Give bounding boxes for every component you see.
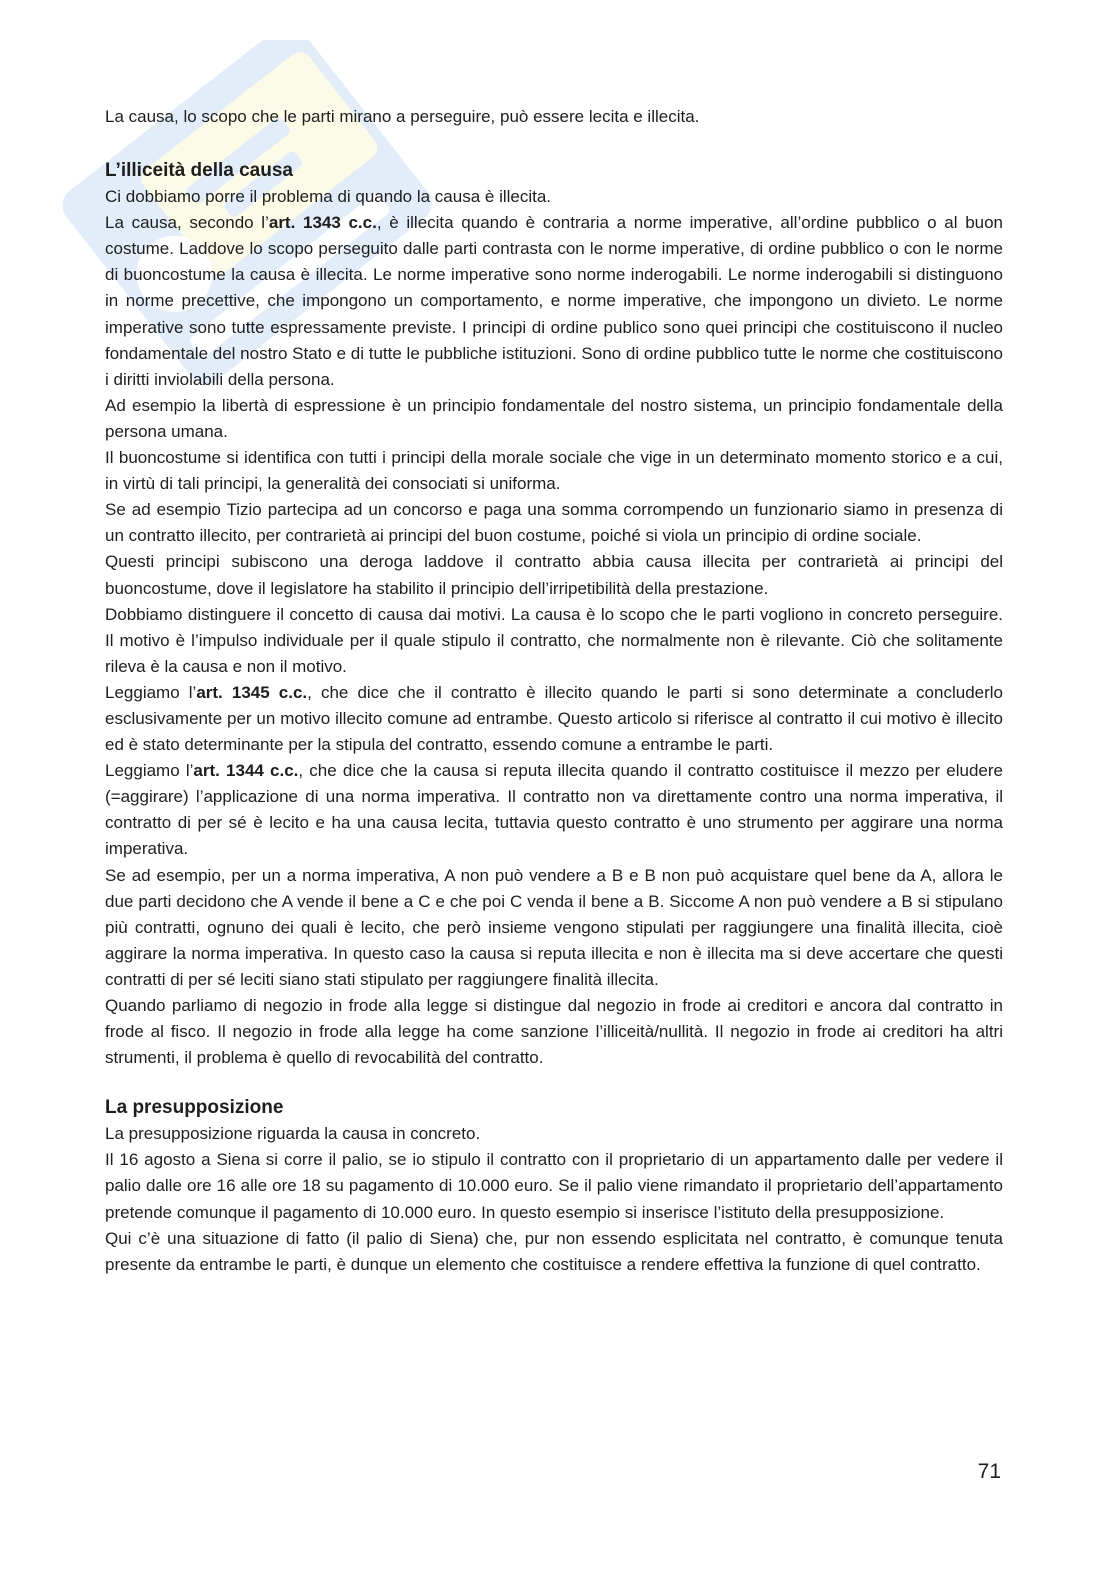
paragraph: Il buoncostume si identifica con tutti i principi della morale sociale che vige in un determinato momento storico e a cui, in virtù di tali principi, la generalità dei consociati si uniforma. [105,448,1003,494]
section-heading-illiceita: L’illiceità della causa [105,160,293,182]
paragraph: Il 16 agosto a Siena si corre il palio, se io stipulo il contratto con il proprietario di un appartamento dalle per vedere il palio dalle ore 16 alle ore 18 su pagamento di 10.000 euro. Se il palio viene rimandato il proprietario dell’appartamento pretende comunque il pagamento di 10.000 euro. In questo esempio si inserisce l’istituto della presupposizione. [105,1150,1003,1222]
article-reference: art. 1345 c.c. [196,682,308,702]
page-number: 71 [977,1460,1001,1483]
paragraph: Quando parliamo di negozio in frode alla legge si distingue dal negozio in frode ai creditori e ancora dal contratto in frode al fisco. Il negozio in frode alla legge ha come sanzione l’illiceità/nullità. Il negozio in frode ai creditori ha altri strumenti, il problema è quello di revocabilità del contratto. [105,996,1003,1068]
section-heading-presupposizione: La presupposizione [105,1097,284,1119]
text-run: , è illecita quando è contraria a norme imperative, all’ordine pubblico o al buon costume. Laddove lo scopo perseguito dalle parti contrasta con le norme imperative, di ordine pubblico o con le norme di buoncostume la causa è illecita. Le norme imperative sono norme inderogabili. Le norme inderogabili si distinguono in norme precettive, che impongono un comportamento, e norme imperative, che impongono un divieto. Le norme imperative sono tutte espressamente previste. I principi di ordine publico sono quei principi che costituiscono il nucleo fondamentale del nostro Stato e di tutte le pubbliche istituzioni. Sono di ordine pubblico tutte le norme che costituiscono i diritti inviolabili della persona. [105,213,1004,389]
paragraph: Ci dobbiamo porre il problema di quando la causa è illecita. [105,187,552,207]
article-reference: art. 1344 c.c. [193,761,299,781]
paragraph: Se ad esempio Tizio partecipa ad un concorso e paga una somma corrompendo un funzionario siamo in presenza di un contratto illecito, per contrarietà ai principi del buon costume, poiché si viola un principio di ordine sociale. [105,500,1003,546]
document-body [105,104,1003,1278]
paragraph-art-1345 [105,680,1003,758]
paragraph: La presupposizione riguarda la causa in concreto. [105,1124,481,1144]
paragraph-art-1343 [105,210,1003,393]
intro-paragraph: La causa, lo scopo che le parti mirano a perseguire, può essere lecita e illecita. [105,107,700,126]
article-reference: art. 1343 c.c. [268,213,377,233]
text-run: , che dice che il contratto è illecito quando le parti si sono determinate a concluderlo esclusivamente per un motivo illecito comune ad entrambe. Questo articolo si riferisce al contratto il cui motivo è illecito ed è stato determinante per la stipula del contratto, essendo comune a entrambe le parti. [105,682,1003,755]
paragraph-art-1344 [105,758,1003,862]
paragraph: Ad esempio la libertà di espressione è un principio fondamentale del nostro sistema, un principio fondamentale della persona umana. [105,395,1003,441]
paragraph: Dobbiamo distinguere il concetto di causa dai motivi. La causa è lo scopo che le parti vogliono in concreto perseguire. Il motivo è l’impulso individuale per il quale stipulo il contratto, che normalmente non è rilevante. Ciò che solitamente rileva è la causa e non il motivo. [105,604,1003,676]
text-run: Leggiamo l’ [105,682,197,702]
text-run: Leggiamo l’ [105,761,194,781]
text-run: La causa, secondo l’ [105,213,269,233]
paragraph: Se ad esempio, per un a norma imperativa, A non può vendere a B e B non può acquistare quel bene da A, allora le due parti decidono che A vende il bene a C e che poi C venda il bene a B. Siccome A non può vendere a B si stipulano più contratti, ognuno dei quali è lecito, che però insieme vengono stipulati per raggiungere una finalità illecita, cioè aggirare la norma imperativa. In questo caso la causa si reputa illecita e non è illecita ma si deve accertare che questi contratti di per sé leciti siano stati stipulato per raggiungere finalità illecita. [105,865,1003,989]
paragraph: Qui c’è una situazione di fatto (il palio di Siena) che, pur non essendo esplicitata nel contratto, è comunque tenuta presente da entrambe le parti, è dunque un elemento che costituisce a rendere effettiva la funzione di quel contratto. [105,1228,1003,1274]
text-run: , che dice che la causa si reputa illecita quando il contratto costituisce il mezzo per eludere (=aggirare) l’applicazione di una norma imperativa. Il contratto non va direttamente contro una norma imperativa, il contratto di per sé è lecito e ha una causa lecita, tuttavia questo contratto è uno strumento per aggirare una norma imperativa. [105,761,1004,859]
paragraph: Questi principi subiscono una deroga laddove il contratto abbia causa illecita per contrarietà ai principi del buoncostume, dove il legislatore ha stabilito il principio dell’irripetibilità della prestazione. [105,552,1003,598]
